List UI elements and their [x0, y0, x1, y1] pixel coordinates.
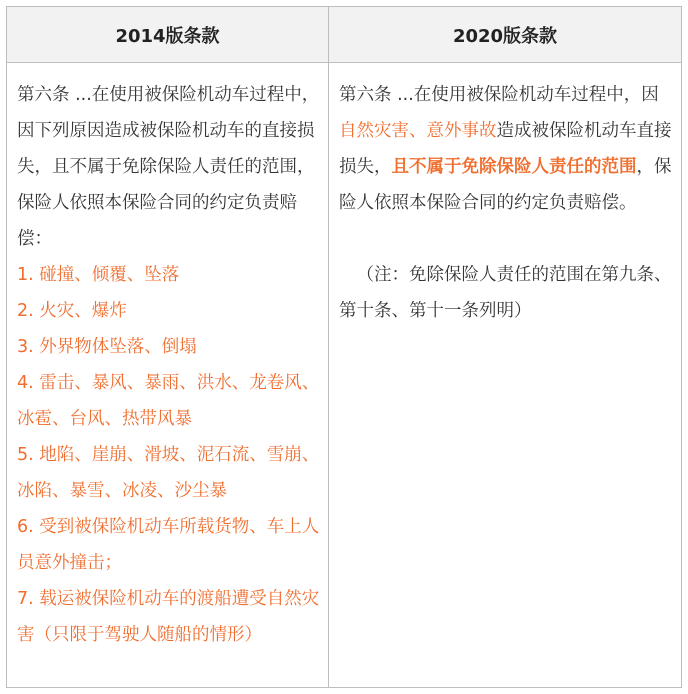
list-item: 4. 雷击、暴风、暴雨、洪水、龙卷风、冰雹、台风、热带风暴 — [17, 373, 320, 429]
list-item: 7. 载运被保险机动车的渡船遭受自然灾害（只限于驾驶人随船的情形） — [17, 589, 320, 645]
cause-list — [17, 257, 322, 653]
list-item: 6. 受到被保险机动车所载货物、车上人员意外撞击； — [17, 517, 320, 573]
comparison-table — [6, 6, 682, 688]
exclusion-note: （注：免除保险人责任的范围在第九条、第十条、第十一条列明） — [339, 265, 672, 321]
header-2020: 2020版条款 — [329, 7, 681, 63]
header-2014: 2014版条款 — [7, 7, 329, 63]
clause-intro-2014: 第六条 ...在使用被保险机动车过程中，因下列原因造成被保险机动车的直接损失，且不属于免除保险人责任的范围，保险人依照本保险合同的约定负责赔偿： — [17, 85, 320, 249]
clause-text: 第六条 ...在使用被保险机动车过程中，因 — [339, 85, 659, 105]
highlight-causes: 自然灾害、意外事故 — [339, 121, 497, 141]
clause-2020 — [339, 77, 675, 221]
list-item: 1. 碰撞、倾覆、坠落 — [17, 265, 180, 285]
highlight-exclusion: 且不属于免除保险人责任的范围 — [391, 157, 637, 177]
cell-2014-terms — [7, 63, 329, 687]
list-item: 5. 地陷、崖崩、滑坡、泥石流、雪崩、冰陷、暴雪、冰凌、沙尘暴 — [17, 445, 320, 501]
cell-2020-terms — [329, 63, 681, 687]
clause-text: 造成被保险机动车直接损失， — [339, 121, 672, 177]
list-item: 2. 火灾、爆炸 — [17, 301, 127, 321]
list-item: 3. 外界物体坠落、倒塌 — [17, 337, 197, 357]
clause-text: ，保险人依照本保险合同的约定负责赔偿。 — [339, 157, 672, 213]
